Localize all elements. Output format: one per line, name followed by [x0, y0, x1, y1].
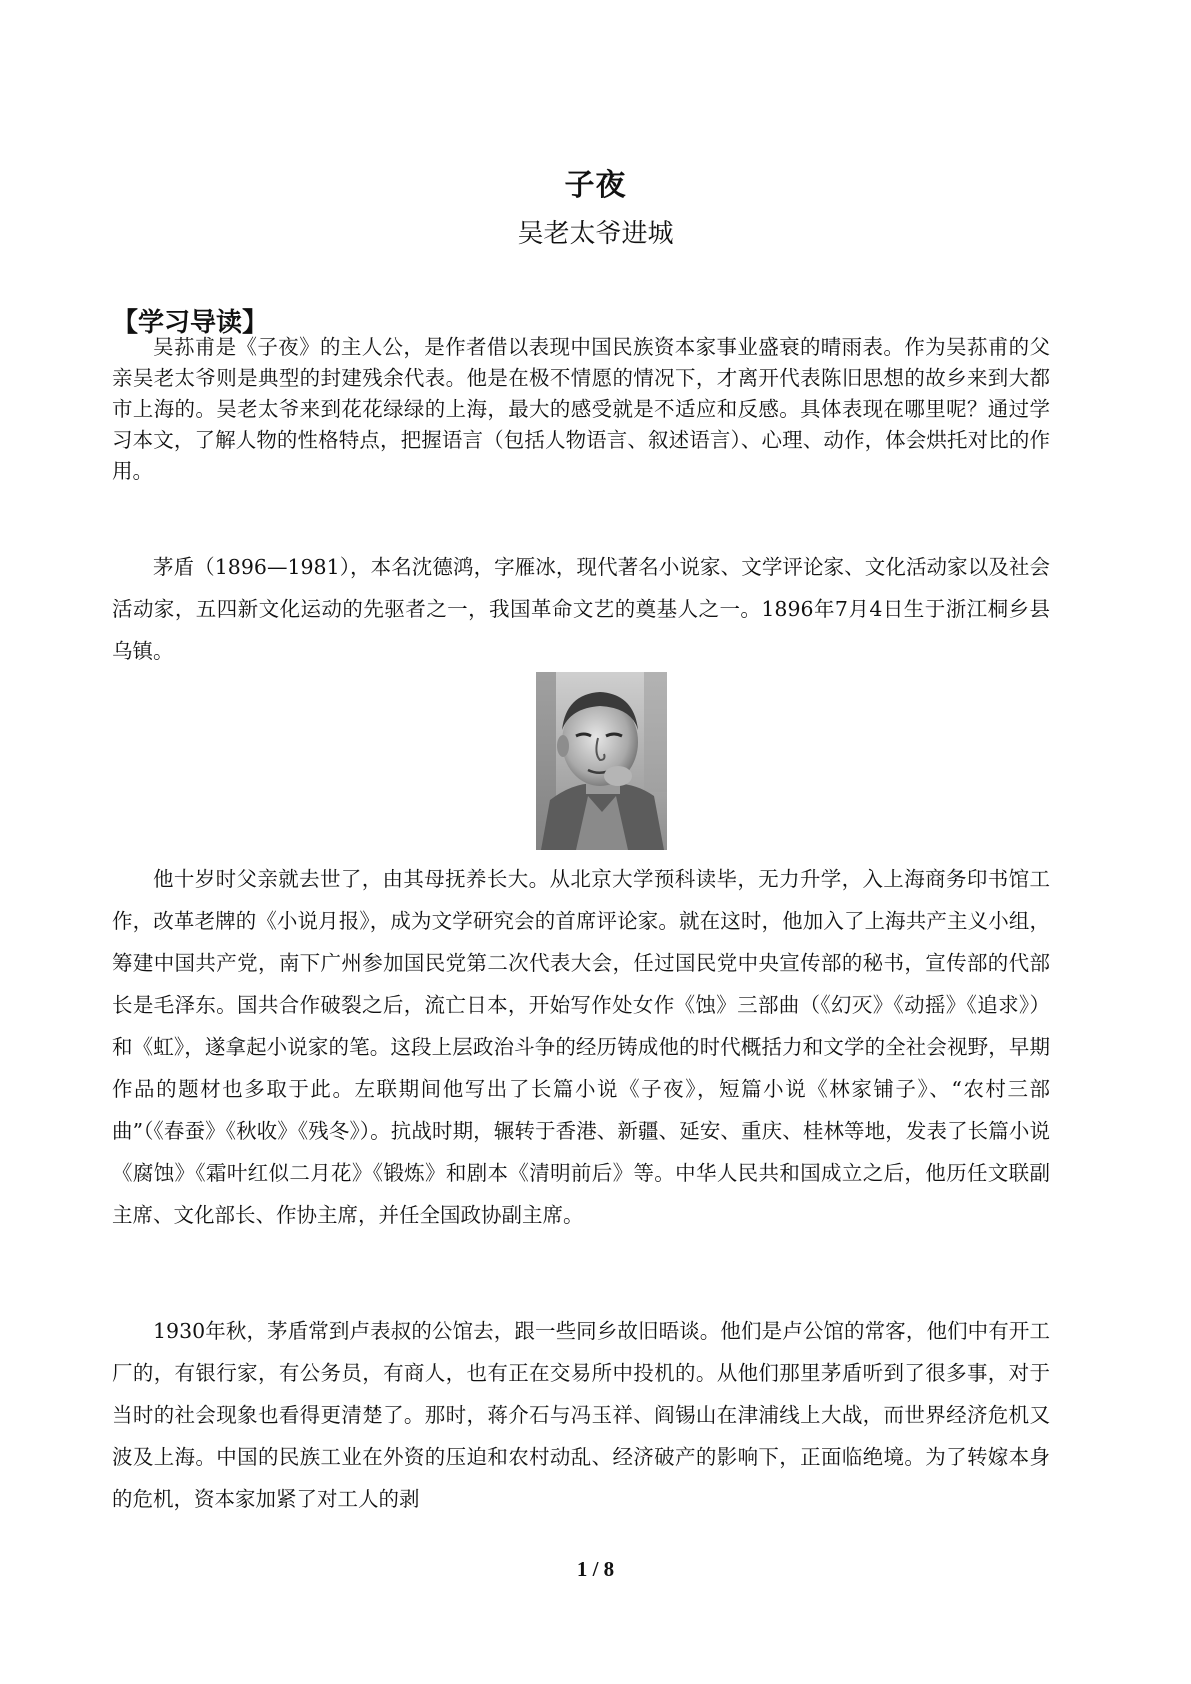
portrait-illustration	[536, 672, 667, 850]
document-title: 子夜	[564, 168, 627, 203]
author-intro-paragraph: 茅盾（1896—1981），本名沈德鸿，字雁冰，现代著名小说家、文学评论家、文化活动家以及社会活动家，五四新文化运动的先驱者之一，我国革命文艺的奠基人之一。1896年7月4日生于浙江桐乡县乌镇。	[112, 555, 1050, 663]
page-number: 1 / 8	[576, 1557, 615, 1581]
biography-paragraph: 他十岁时父亲就去世了，由其母抚养长大。从北京大学预科读毕，无力升学，入上海商务印书馆工作，改革老牌的《小说月报》，成为文学研究会的首席评论家。就在这时，他加入了上海共产主义小组，筹建中国共产党，南下广州参加国民党第二次代表大会，任过国民党中央宣传部的秘书，宣传部的代部长是毛泽东。国共合作破裂之后，流亡日本，开始写作处女作《蚀》三部曲（《幻灭》《动摇》《追求》）和《虹》，遂拿起小说家的笔。这段上层政治斗争的经历铸成他的时代概括力和文学的全社会视野，早期作品的题材也多取于此。左联期间他写出了长篇小说《子夜》，短篇小说《林家铺子》、“农村三部曲”（《春蚕》《秋收》《残冬》）。抗战时期，辗转于香港、新疆、延安、重庆、桂林等地，发表了长篇小说《腐蚀》《霜叶红似二月花》《锻炼》和剧本《清明前后》等。中华人民共和国成立之后，他历任文联副主席、文化部长、作协主席，并任全国政协副主席。	[112, 867, 1050, 1227]
document-subtitle: 吴老太爷进城	[517, 219, 674, 249]
author-portrait-photo	[536, 672, 667, 850]
guide-paragraph: 吴荪甫是《子夜》的主人公，是作者借以表现中国民族资本家事业盛衰的晴雨表。作为吴荪甫的父亲吴老太爷则是典型的封建残余代表。他是在极不情愿的情况下，才离开代表陈旧思想的故乡来到大都市上海的。吴老太爷来到花花绿绿的上海，最大的感受就是不适应和反感。具体表现在哪里呢？通过学习本文，了解人物的性格特点，把握语言（包括人物语言、叙述语言）、心理、动作，体会烘托对比的作用。	[112, 335, 1050, 483]
paragraph-1930: 1930年秋，茅盾常到卢表叔的公馆去，跟一些同乡故旧晤谈。他们是卢公馆的常客，他们中有开工厂的，有银行家，有公务员，有商人，也有正在交易所中投机的。从他们那里茅盾听到了很多事，对于当时的社会现象也看得更清楚了。那时，蒋介石与冯玉祥、阎锡山在津浦线上大战，而世界经济危机又波及上海。中国的民族工业在外资的压迫和农村动乱、经济破产的影响下，正面临绝境。为了转嫁本身的危机，资本家加紧了对工人的剥	[112, 1319, 1050, 1511]
guide-heading: 【学习导读】	[112, 308, 269, 338]
